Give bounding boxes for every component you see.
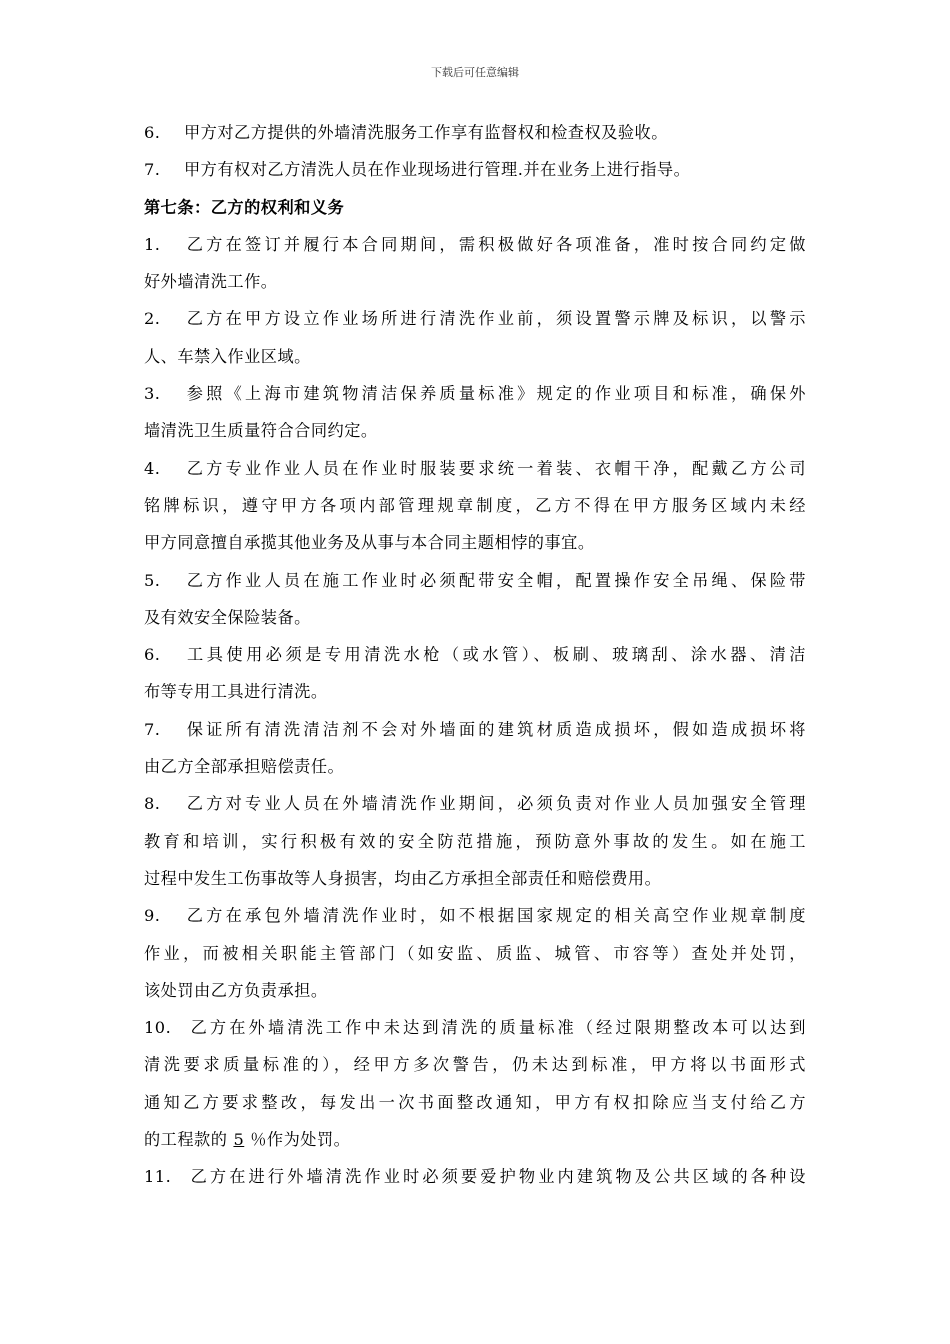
clause-line xyxy=(144,719,806,741)
clause-text: 乙方在甲方设立作业场所进行清洗作业前，须设置警示牌及标识，以警示 xyxy=(184,309,806,329)
clause-line xyxy=(144,1166,806,1188)
clause-line: 该处罚由乙方负责承担。 xyxy=(144,980,328,1000)
clause-line: 通知乙方要求整改，每发出一次书面整改通知，甲方有权扣除应当支付给乙方 xyxy=(144,1092,806,1112)
clause-line: 甲方同意擅自承揽其他业务及从事与本合同主题相悖的事宜。 xyxy=(144,533,595,553)
item-number: 7. xyxy=(144,719,161,739)
clause-text: 的工程款的 xyxy=(144,1130,228,1150)
item-number: 6. xyxy=(144,123,161,142)
clause-text: 乙方作业人员在施工作业时必须配带安全帽，配置操作安全吊绳、保险带 xyxy=(184,570,806,590)
clause-line xyxy=(144,905,806,927)
clause-text: 乙方在承包外墙清洗作业时，如不根据国家规定的相关高空作业规章制度 xyxy=(184,906,806,926)
item-number: 1. xyxy=(144,234,161,254)
clause-text: 保证所有清洗清洁剂不会对外墙面的建筑材质造成损坏，假如造成损坏将 xyxy=(184,719,806,739)
clause-line xyxy=(144,159,806,181)
clause-text: 参照《上海市建筑物清洁保养质量标准》规定的作业项目和标准，确保外 xyxy=(184,384,806,404)
item-number: 10. xyxy=(144,1018,172,1038)
clause-line: 布等专用工具进行清洗。 xyxy=(144,682,328,702)
penalty-percent-blank: 5 xyxy=(233,1130,245,1150)
clause-line: 墙清洗卫生质量符合合同约定。 xyxy=(144,421,378,441)
clause-text: 乙方在签订并履行本合同期间，需积极做好各项准备，准时按合同约定做 xyxy=(184,234,806,254)
clause-line: 人、车禁入作业区域。 xyxy=(144,346,311,366)
clause-line: 教育和培训，实行积极有效的安全防范措施，预防意外事故的发生。如在施工 xyxy=(144,831,806,851)
clause-line xyxy=(144,1129,806,1151)
clause-line xyxy=(144,793,806,815)
item-number: 2. xyxy=(144,309,161,329)
clause-line xyxy=(144,570,806,592)
item-number: 5. xyxy=(144,570,161,590)
clause-text: 工具使用必须是专用清洗水枪（或水管）、板刷、玻璃刮、涂水器、清洁 xyxy=(184,645,806,665)
item-number: 8. xyxy=(144,794,161,814)
clause-text: ％作为处罚。 xyxy=(250,1130,351,1150)
clause-line xyxy=(144,458,806,480)
item-number: 9. xyxy=(144,906,161,926)
section-heading: 第七条：乙方的权利和义务 xyxy=(144,197,345,217)
clause-text: 乙方对专业人员在外墙清洗作业期间，必须负责对作业人员加强安全管理 xyxy=(184,794,806,814)
clause-line xyxy=(144,644,806,666)
clause-line: 好外墙清洗工作。 xyxy=(144,272,278,292)
clause-line: 清洗要求质量标准的），经甲方多次警告，仍未达到标准，甲方将以书面形式 xyxy=(144,1055,806,1075)
item-number: 11. xyxy=(144,1167,172,1187)
clause-line xyxy=(144,383,806,405)
clause-line xyxy=(144,308,806,330)
clause-text: 乙方在进行外墙清洗作业时必须要爱护物业内建筑物及公共区域的各种设 xyxy=(188,1167,806,1187)
document-body xyxy=(144,122,806,1204)
clause-line xyxy=(144,122,806,144)
clause-text: 甲方有权对乙方清洗人员在作业现场进行管理.并在业务上进行指导。 xyxy=(184,160,691,180)
item-number: 7. xyxy=(144,160,161,180)
clause-line xyxy=(144,234,806,256)
clause-line: 铭牌标识，遵守甲方各项内部管理规章制度，乙方不得在甲方服务区域内未经 xyxy=(144,495,806,515)
clause-line: 作业，而被相关职能主管部门（如安监、质监、城管、市容等）查处并处罚， xyxy=(144,943,806,963)
clause-line: 过程中发生工伤事故等人身损害，均由乙方承担全部责任和赔偿费用。 xyxy=(144,868,662,888)
item-number: 6. xyxy=(144,645,161,665)
clause-text: 乙方在外墙清洗工作中未达到清洗的质量标准（经过限期整改本可以达到 xyxy=(188,1018,806,1038)
item-number: 3. xyxy=(144,384,161,404)
item-number: 4. xyxy=(144,458,161,478)
clause-line: 由乙方全部承担赔偿责任。 xyxy=(144,757,345,777)
clause-text: 甲方对乙方提供的外墙清洗服务工作享有监督权和检查权及验收。 xyxy=(184,123,668,142)
clause-line xyxy=(144,1017,806,1039)
clause-line: 及有效安全保险装备。 xyxy=(144,607,311,627)
page-header: 下载后可任意编辑 xyxy=(431,66,519,79)
clause-text: 乙方专业作业人员在作业时服装要求统一着装、衣帽干净，配戴乙方公司 xyxy=(184,458,806,478)
